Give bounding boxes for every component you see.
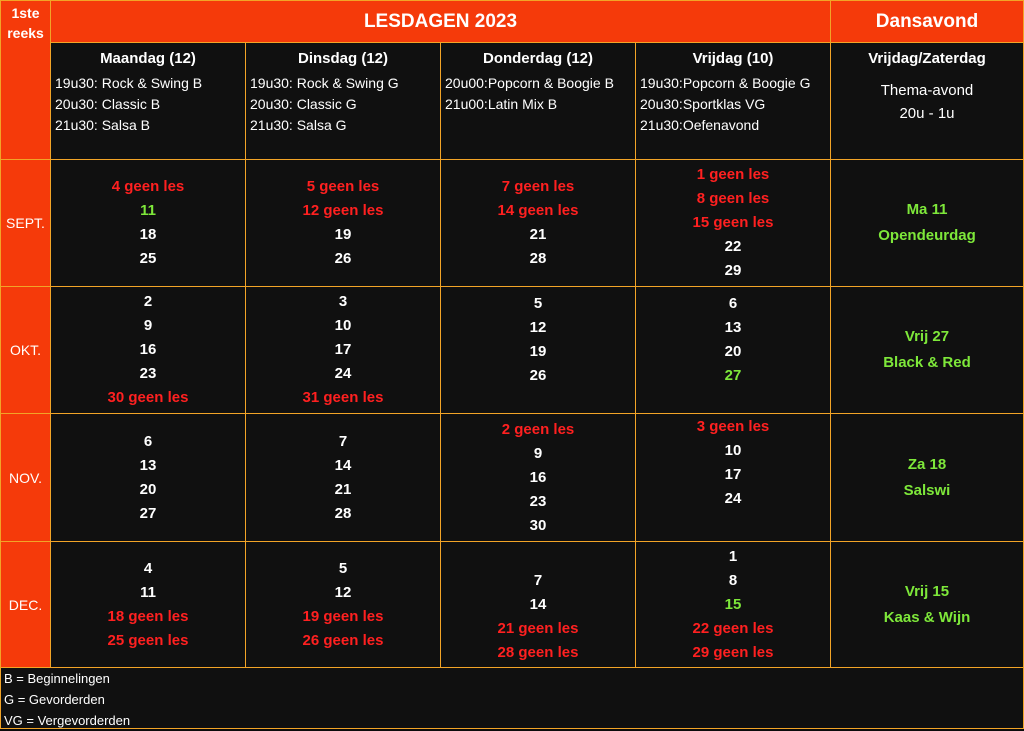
slot: 19u30:Popcorn & Boogie G	[640, 75, 811, 91]
lesson-date: 25	[139, 250, 157, 267]
event-dec	[830, 541, 1024, 668]
no-lesson-date: 31 geen les	[302, 389, 384, 406]
lesson-date: 21	[334, 480, 352, 498]
lesson-date: 26	[529, 367, 547, 384]
slot: 19u30: Rock & Swing G	[250, 75, 399, 91]
lesson-date: 10	[724, 442, 742, 459]
dates-sept-vrijdag	[635, 159, 831, 287]
event-name: Kaas & Wijn	[883, 608, 971, 626]
event-date-highlight: 11	[140, 202, 156, 219]
event-date: Vrij 15	[904, 582, 950, 600]
no-lesson-date: 29 geen les	[692, 643, 774, 661]
dates-nov-maandag	[50, 413, 246, 542]
dates-sept-dinsdag	[245, 159, 441, 287]
no-lesson-date: 14 geen les	[497, 202, 579, 219]
lesson-date: 12	[334, 583, 352, 601]
month-label-nov	[0, 413, 51, 542]
lesson-date: 7	[338, 432, 348, 450]
event-date: Ma 11	[906, 201, 948, 218]
page-title	[50, 0, 831, 43]
slot: 21u30: Salsa G	[250, 117, 347, 133]
legend-item: VG = Vergevorderden	[4, 713, 131, 728]
dates-dec-dinsdag	[245, 541, 441, 668]
no-lesson-date: 5 geen les	[306, 178, 380, 195]
no-lesson-date: 19 geen les	[302, 607, 384, 625]
dates-nov-vrijdag	[635, 413, 831, 542]
lesson-date: 6	[728, 295, 738, 312]
slot: 21u00:Latin Mix B	[445, 96, 558, 112]
lesson-date: 4	[143, 559, 153, 577]
event-nov	[830, 413, 1024, 542]
slot: 21u30: Salsa B	[55, 117, 150, 133]
lesson-date: 17	[724, 466, 742, 483]
lesson-date: 20	[139, 480, 157, 498]
no-lesson-date: 4 geen les	[111, 178, 185, 195]
dates-nov-donderdag	[440, 413, 636, 542]
day-header-vrijdag	[635, 42, 831, 160]
dates-dec-vrijdag	[635, 541, 831, 668]
lesson-date: 3	[338, 293, 348, 310]
day-name: Vrijdag/Zaterdag	[868, 50, 986, 67]
thema-line2: 20u - 1u	[899, 105, 955, 122]
lesson-date: 19	[334, 226, 352, 243]
day-header-maandag	[50, 42, 246, 160]
lesson-date: 27	[139, 504, 157, 522]
lesson-date: 23	[529, 492, 547, 510]
lesson-date: 18	[139, 226, 157, 243]
event-sept	[830, 159, 1024, 287]
day-header-dinsdag	[245, 42, 441, 160]
lesson-date: 21	[529, 226, 547, 243]
lesson-date: 16	[529, 468, 547, 486]
month-text: OKT.	[9, 342, 42, 358]
lesson-date: 13	[724, 319, 742, 336]
dates-sept-donderdag	[440, 159, 636, 287]
month-text: NOV.	[9, 469, 42, 486]
day-name: Maandag (12)	[100, 50, 196, 67]
day-header-donderdag	[440, 42, 636, 160]
event-date-highlight: 15	[724, 595, 742, 613]
month-text: DEC.	[8, 596, 43, 613]
dates-okt-donderdag	[440, 286, 636, 414]
dates-dec-maandag	[50, 541, 246, 668]
lesson-date: 5	[533, 295, 543, 312]
no-lesson-date: 8 geen les	[696, 190, 770, 207]
lesson-date: 7	[533, 572, 543, 589]
no-lesson-date: 3 geen les	[696, 418, 770, 435]
lesson-date: 9	[533, 444, 543, 462]
thema-line1: Thema-avond	[880, 82, 974, 99]
lesson-date: 24	[724, 490, 742, 507]
lesson-date: 10	[334, 317, 352, 334]
slot: 20u00:Popcorn & Boogie B	[445, 75, 614, 91]
no-lesson-date: 30 geen les	[107, 389, 189, 406]
event-date-highlight: 27	[724, 367, 742, 384]
event-name: Opendeurdag	[878, 227, 976, 244]
lesson-date: 13	[139, 456, 157, 474]
dansavond-text: Dansavond	[875, 10, 979, 32]
day-name: Donderdag (12)	[482, 50, 593, 67]
page-title-text: LESDAGEN 2023	[363, 10, 518, 32]
lesson-date: 2	[143, 293, 153, 310]
lesson-date: 12	[529, 319, 547, 336]
lesson-date: 9	[143, 317, 153, 334]
lesson-date: 22	[724, 238, 742, 255]
slot: 21u30:Oefenavond	[640, 117, 760, 133]
month-label-dec	[0, 541, 51, 668]
dates-sept-maandag	[50, 159, 246, 287]
lesson-date: 28	[529, 250, 547, 267]
legend-item: B = Beginnelingen	[4, 671, 110, 686]
month-label-sept	[0, 159, 51, 287]
legend-item: G = Gevorderden	[4, 692, 105, 707]
lesson-date: 11	[140, 583, 156, 601]
lesson-date: 8	[728, 571, 738, 589]
no-lesson-date: 12 geen les	[302, 202, 384, 219]
dates-nov-dinsdag	[245, 413, 441, 542]
dates-okt-dinsdag	[245, 286, 441, 414]
lesson-date: 16	[139, 341, 157, 358]
reeks-line1: 1ste	[11, 5, 40, 21]
lesson-date: 28	[334, 504, 352, 522]
lesson-date: 17	[334, 341, 352, 358]
lesson-date: 19	[529, 343, 547, 360]
no-lesson-date: 22 geen les	[692, 619, 774, 637]
slot: 20u30: Classic B	[55, 96, 161, 112]
day-name: Dinsdag (12)	[297, 50, 388, 67]
no-lesson-date: 15 geen les	[692, 214, 774, 231]
lesson-date: 6	[143, 432, 153, 450]
reeks-line2: reeks	[7, 25, 44, 41]
slot: 20u30:Sportklas VG	[640, 96, 766, 112]
reeks-header	[0, 0, 51, 160]
lesson-date: 23	[139, 365, 157, 382]
day-name: Vrijdag (10)	[692, 50, 774, 67]
lesson-date: 1	[728, 547, 738, 565]
month-label-okt	[0, 286, 51, 414]
legend	[0, 667, 1024, 729]
event-date: Vrij 27	[904, 328, 950, 345]
lesson-date: 14	[334, 456, 352, 474]
lesson-date: 24	[334, 365, 352, 382]
event-name: Black & Red	[883, 354, 971, 371]
day-header-weekend	[830, 42, 1024, 160]
no-lesson-date: 28 geen les	[497, 644, 579, 661]
no-lesson-date: 21 geen les	[497, 620, 579, 637]
lesson-date: 5	[338, 559, 348, 577]
no-lesson-date: 7 geen les	[501, 178, 575, 195]
event-date: Za 18	[907, 455, 947, 473]
lesson-date: 30	[529, 516, 547, 534]
no-lesson-date: 1 geen les	[696, 166, 770, 183]
dates-dec-donderdag	[440, 541, 636, 668]
dansavond-header	[830, 0, 1024, 43]
dates-okt-maandag	[50, 286, 246, 414]
no-lesson-date: 18 geen les	[107, 607, 189, 625]
month-text: SEPT.	[6, 215, 45, 231]
lesson-date: 29	[724, 262, 742, 279]
event-name: Salswi	[903, 481, 951, 499]
lesson-date: 14	[529, 596, 547, 613]
no-lesson-date: 26 geen les	[302, 631, 384, 649]
lesson-date: 26	[334, 250, 352, 267]
slot: 19u30: Rock & Swing B	[55, 75, 203, 91]
no-lesson-date: 2 geen les	[501, 420, 575, 438]
lesson-date: 20	[724, 343, 742, 360]
no-lesson-date: 25 geen les	[107, 631, 189, 649]
slot: 20u30: Classic G	[250, 96, 357, 112]
dates-okt-vrijdag	[635, 286, 831, 414]
event-okt	[830, 286, 1024, 414]
